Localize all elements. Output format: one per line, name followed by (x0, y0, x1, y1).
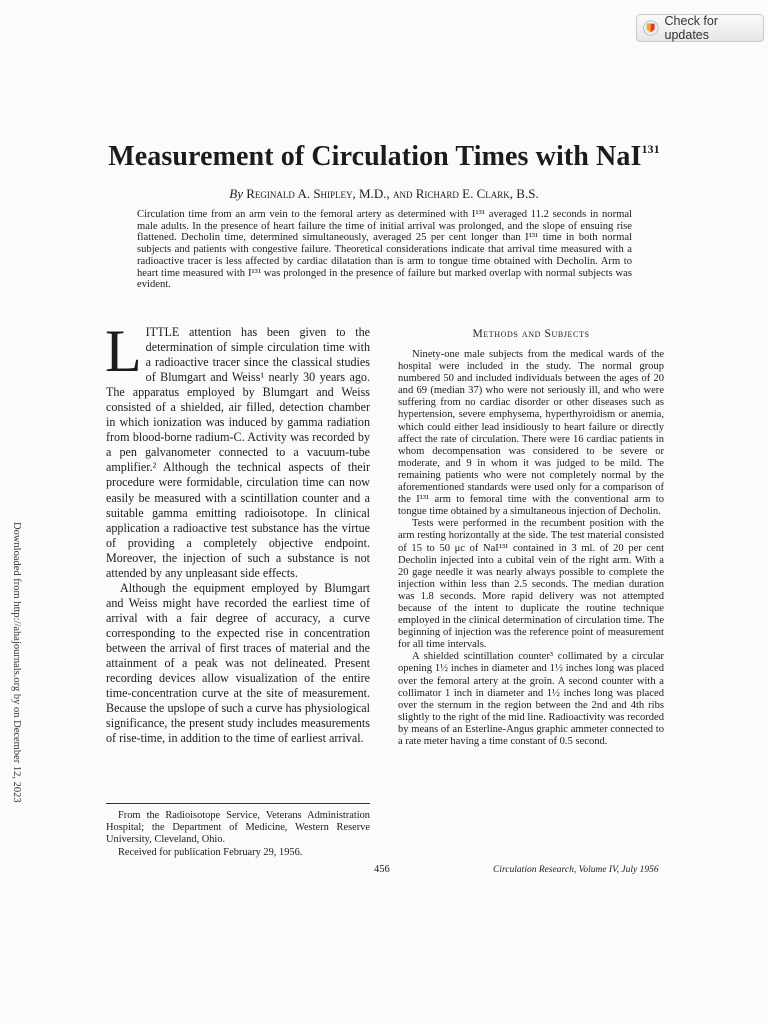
article-title (0, 141, 768, 173)
intro-paragraph-2: Although the equipment employed by Blumgart and Weiss might have recorded the earliest time of arrival with a fair degree of accuracy, a curve corresponding to the expected rise in concentration between the arrival of first traces of material and the attainment of a peak was not delineated. Present recording devices allow visualization of the entire time-concentration curve at the site of measurement. Because the upslope of such a curve has physiological significance, the present study includes measurements of rise-time, in addition to the time of earliest arrival. (106, 580, 370, 746)
section-heading-methods: Methods and Subjects (472, 328, 590, 340)
title-superscript: 131 (641, 141, 660, 156)
check-for-updates-button[interactable] (636, 14, 764, 42)
abstract-text: Circulation time from an arm vein to the femoral artery as determined with I¹³¹ averaged 11.2 seconds in normal male adults. In the presence of heart failure the time of initial arrival was prolonged, and the slope of ensuing rise flattened. Decholin time, determined simultaneously, averaged 25 per cent longer than I¹³¹ time in both normal subjects and patients with congestive failure. Theoretical considerations indicate that arrival time measured with a radioactive tracer is less affected by cardiac dilatation than is arm to tongue time obtained with Decholin. Arm to heart time measured with I¹³¹ was prolonged in the presence of failure but marked overlap with normal subjects was evident. (137, 209, 632, 291)
footnote-affiliation: From the Radioisotope Service, Veterans Administration Hospital; the Department of Medicine, Western Reserve University, Cleveland, Ohio. (106, 810, 370, 846)
methods-paragraph-3: A shielded scintillation counter³ collimated by a circular opening 1½ inches in diameter and 1½ inches long was placed over the femoral artery at the groin. A second counter with a collimator 1 inch in diameter and 1½ inches long was placed over the sternum in the region between the 2nd and 4th ribs slightly to the right of the mid line. Radioactivity was recorded by means of an Esterline-Angus graphic ammeter connected to a rate meter having a time constant of 0.5 second. (398, 651, 664, 747)
byline-authors: Reginald A. Shipley, M.D., and Richard E. Clark, B.S. (246, 186, 539, 201)
title-text: Measurement of Circulation Times with NaI (108, 141, 642, 172)
footnote-rule (106, 803, 370, 804)
right-column (398, 349, 664, 748)
download-note: Downloaded from http://ahajournals.org by on December 12, 2023 (11, 522, 22, 803)
abstract (137, 209, 632, 291)
intro-lead-word: ITTLE (145, 325, 180, 339)
journal-citation: Circulation Research, Volume IV, July 1956 (493, 865, 659, 875)
crossmark-icon (643, 20, 659, 36)
intro-paragraph-1 (105, 318, 370, 581)
byline-by: By (229, 186, 243, 201)
intro-paragraph-1-text: attention has been given to the determination of simple circulation time with a radioactive tracer since the classical studies of Blumgart and Weiss¹ nearly 30 years ago. The apparatus employed by Blumgart and Weiss consisted of a shielded, air filled, detection chamber in which ionization was induced by gamma radiation from blood-borne radium-C. Activity was recorded by a pen galvanometer connected to a vacuum-tube amplifier.² Although the technical aspects of their procedure were formidable, circulation time can now easily be measured with a scintillation counter and a suitable gamma emitting radioisotope. In clinical application a radioactive test substance has the virtue of providing a completely objective endpoint. Moreover, the injection of such a substance is not attended by any unpleasant side effects. (106, 325, 370, 580)
footnotes (106, 810, 370, 859)
footnote-received: Received for publication February 29, 1956. (118, 846, 303, 858)
drop-cap: L (105, 318, 142, 384)
check-for-updates-label: Check for updates (664, 14, 719, 42)
byline (0, 186, 768, 202)
left-column (105, 318, 370, 746)
methods-paragraph-1: Ninety-one male subjects from the medical wards of the hospital were included in the study. The normal group numbered 50 and included individuals between the ages of 20 and 69 (median 37) who were not seriously ill, and who were suffering from no cardiac disorder or other diseases such as hypertension, severe emphysema, hyperthyroidism or anemia, which could either lead insidiously to heart failure or directly affect the rate of circulation. There were 16 cardiac patients in whom decompensation was considered to be severe or moderate, and 9 in whom it was judged to be mild. The remaining patients who were not completely normal by the aforementioned standards were used only for a comparison of the I¹³¹ arm to femoral time with the conventional arm to tongue time obtained by a simultaneous injection of Decholin. (398, 349, 664, 518)
page-number: 456 (374, 864, 390, 875)
methods-paragraph-2: Tests were performed in the recumbent position with the arm resting horizontally at the side. The test material consisted of 15 to 50 μc of NaI¹³¹ contained in 3 ml. of 20 per cent Decholin injected into a cubital vein of the right arm. With a 20 gage needle it was nearly always possible to complete the injection within less than 2.5 seconds. The median duration was 1.8 seconds. More rapid delivery was not attempted because of the intent to duplicate the routine technique employed in the clinical determination of circulation time. The beginning of injection was the reference point of measurement for all time intervals. (398, 518, 664, 651)
